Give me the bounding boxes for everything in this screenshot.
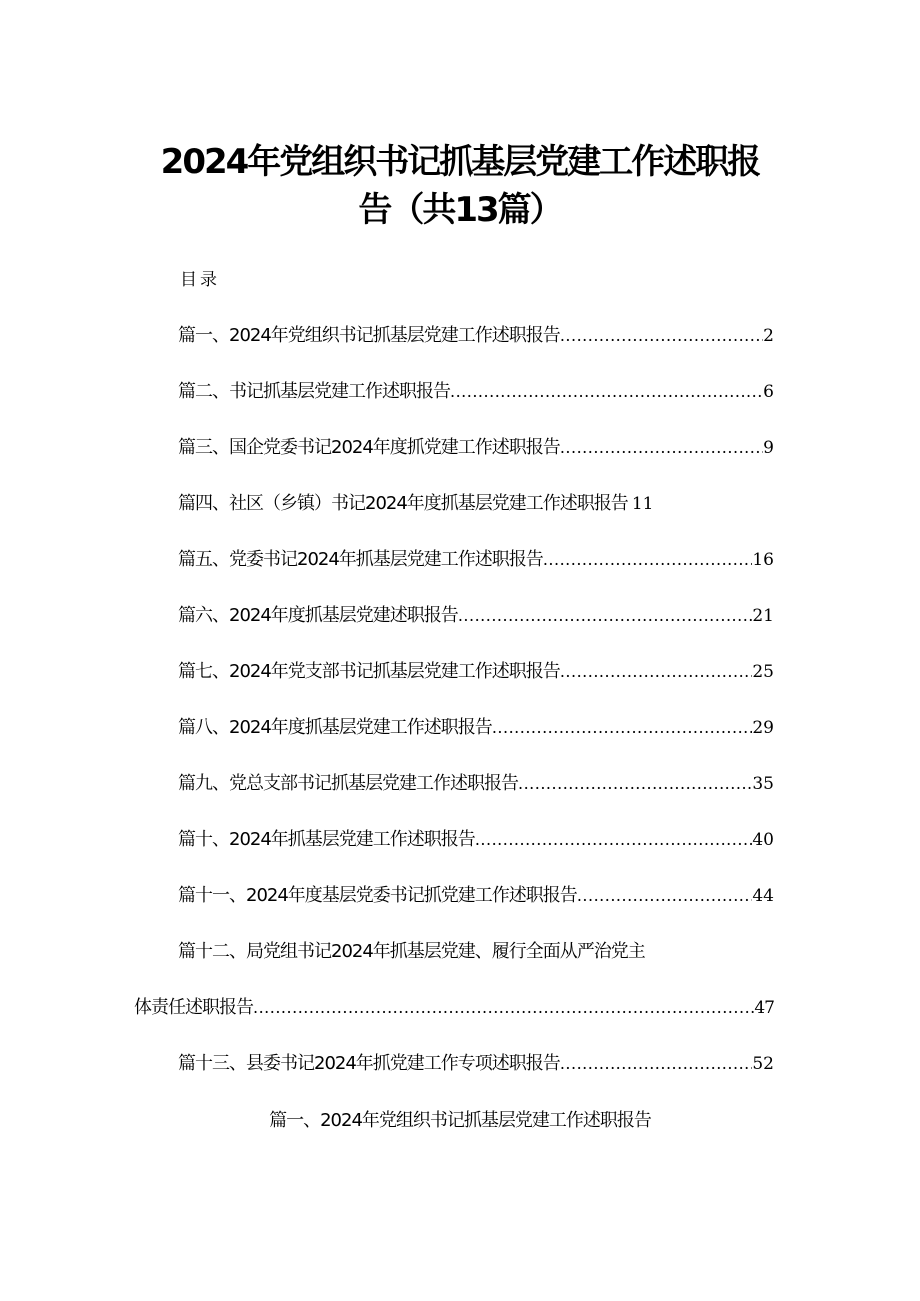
document-title-line-1: 2024年党组织书记抓基层党建工作述职报 — [160, 142, 760, 182]
toc-leader-dots — [543, 545, 753, 575]
toc-page-number: 9 — [763, 438, 774, 458]
toc-page-number: 6 — [763, 382, 774, 402]
toc-page-number: 47 — [754, 998, 774, 1018]
toc-entry[interactable] — [178, 1049, 774, 1079]
toc-leader-dots — [253, 993, 754, 1023]
toc-page-number: 40 — [752, 830, 774, 850]
toc-entry-label: 体责任述职报告 — [134, 997, 253, 1018]
toc-page-number: 11 — [631, 494, 654, 514]
toc-heading: 目录 — [180, 270, 220, 290]
toc-entry-label: 篇四、社区（乡镇）书记2024年度抓基层党建工作述职报告 — [178, 493, 628, 514]
toc-page-number: 52 — [752, 1054, 774, 1074]
toc-entry-label: 篇二、书记抓基层党建工作述职报告 — [178, 381, 450, 402]
toc-entry-label: 篇七、2024年党支部书记抓基层党建工作述职报告 — [178, 661, 560, 682]
toc-entry-label: 篇十三、县委书记2024年抓党建工作专项述职报告 — [178, 1053, 560, 1074]
toc-leader-dots — [492, 713, 753, 743]
toc-entry[interactable] — [178, 713, 774, 743]
toc-entry-label: 篇十、2024年抓基层党建工作述职报告 — [178, 829, 475, 850]
toc-page-number: 21 — [752, 606, 774, 626]
toc-leader-dots — [475, 825, 753, 855]
toc-entry[interactable] — [178, 489, 774, 519]
document-title-line-2: 告（共13篇） — [358, 190, 562, 230]
toc-entry[interactable] — [178, 433, 774, 463]
toc-entry-label: 篇十一、2024年度基层党委书记抓党建工作述职报告 — [178, 885, 577, 906]
toc-page-number: 44 — [752, 886, 774, 906]
toc-entry[interactable] — [178, 321, 774, 351]
toc-leader-dots — [560, 321, 763, 351]
toc-entry[interactable] — [178, 377, 774, 407]
toc-entry[interactable] — [178, 545, 774, 575]
toc-entry[interactable] — [178, 825, 774, 855]
toc-leader-dots — [560, 433, 763, 463]
toc-page-number: 16 — [752, 550, 774, 570]
toc-leader-dots — [458, 601, 753, 631]
toc-entry-label: 篇八、2024年度抓基层党建工作述职报告 — [178, 717, 492, 738]
toc-entry-wrapped-line-2[interactable] — [134, 993, 774, 1023]
toc-leader-dots — [450, 377, 763, 407]
toc-leader-dots — [518, 769, 752, 799]
toc-entry-label: 篇九、党总支部书记抓基层党建工作述职报告 — [178, 773, 518, 794]
toc-entry-label: 篇五、党委书记2024年抓基层党建工作述职报告 — [178, 549, 543, 570]
toc-entry-wrapped-line-1[interactable]: 篇十二、局党组书记2024年抓基层党建、履行全面从严治党主 — [178, 941, 645, 962]
toc-page-number: 29 — [752, 718, 774, 738]
toc-entry[interactable] — [178, 657, 774, 687]
toc-page-number: 2 — [763, 326, 774, 346]
toc-page-number: 25 — [752, 662, 774, 682]
toc-leader-dots — [560, 657, 753, 687]
section-heading: 篇一、2024年党组织书记抓基层党建工作述职报告 — [269, 1110, 651, 1131]
toc-entry-label: 篇一、2024年党组织书记抓基层党建工作述职报告 — [178, 325, 560, 346]
toc-entry[interactable] — [178, 881, 774, 911]
toc-leader-dots — [560, 1049, 753, 1079]
toc-entry[interactable] — [178, 769, 774, 799]
toc-entry-label: 篇六、2024年度抓基层党建述职报告 — [178, 605, 458, 626]
toc-entry-label: 篇三、国企党委书记2024年度抓党建工作述职报告 — [178, 437, 560, 458]
toc-page-number: 35 — [752, 774, 774, 794]
toc-entry[interactable] — [178, 601, 774, 631]
toc-leader-dots — [577, 881, 753, 911]
